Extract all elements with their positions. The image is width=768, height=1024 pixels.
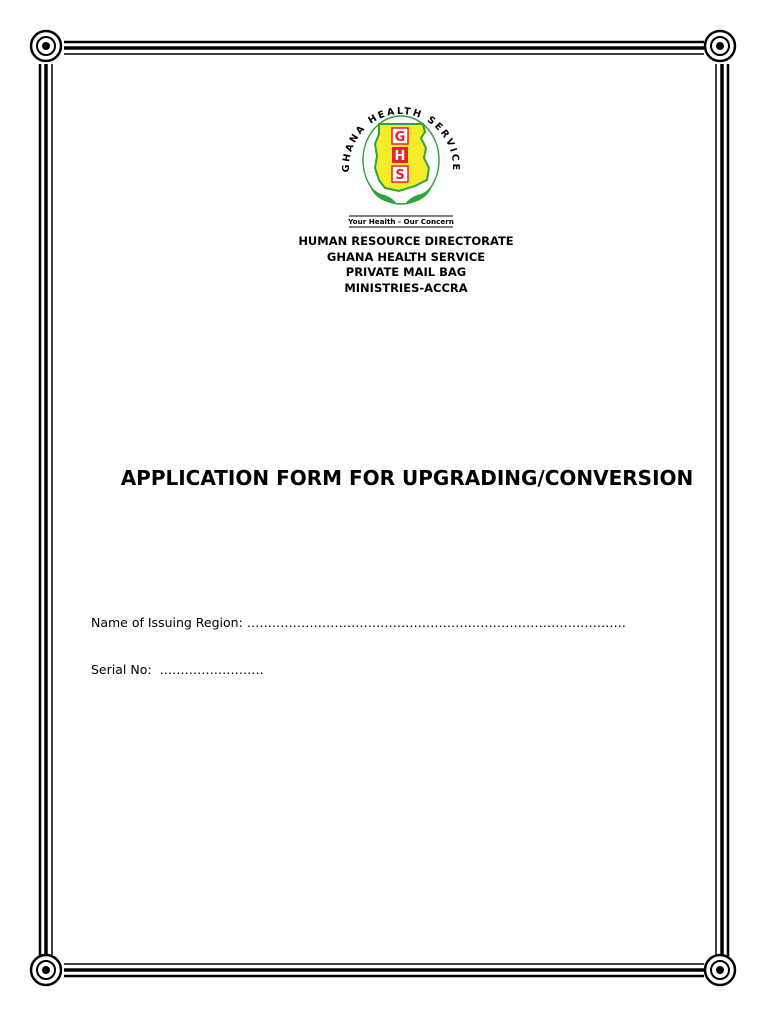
issuing-region-field[interactable] — [91, 615, 626, 630]
address-line-mail-bag: PRIVATE MAIL BAG — [345, 265, 467, 279]
svg-text:Your Health - Our Concern: Your Health - Our Concern — [348, 217, 454, 226]
corner-ornament-bottom-left — [31, 955, 61, 985]
serial-number-blank[interactable]: ……………………. — [159, 662, 264, 677]
serial-number-field[interactable] — [91, 662, 264, 677]
issuing-region-label: Name of Issuing Region: — [91, 615, 243, 630]
address-line-organization: GHANA HEALTH SERVICE — [326, 249, 486, 264]
corner-ornament-bottom-right — [705, 955, 735, 985]
corner-ornament-top-left — [31, 31, 61, 61]
serial-number-label: Serial No: — [91, 662, 152, 677]
address-block — [256, 234, 556, 296]
issuing-region-blank[interactable]: ………………………………………………………………………………. — [246, 615, 626, 630]
address-line-directorate: HUMAN RESOURCE DIRECTORATE — [298, 234, 514, 248]
address-line-city: MINISTRIES-ACCRA — [344, 280, 468, 295]
ghs-logo — [335, 98, 465, 230]
svg-text:S: S — [395, 168, 405, 183]
svg-text:H: H — [394, 149, 406, 164]
form-title: APPLICATION FORM FOR UPGRADING/CONVERSION — [120, 466, 694, 490]
corner-ornament-top-right — [705, 31, 735, 61]
svg-text:G: G — [394, 130, 406, 145]
svg-text:GHANA HEALTH SERVICE: GHANA HEALTH SERVICE — [340, 105, 462, 173]
